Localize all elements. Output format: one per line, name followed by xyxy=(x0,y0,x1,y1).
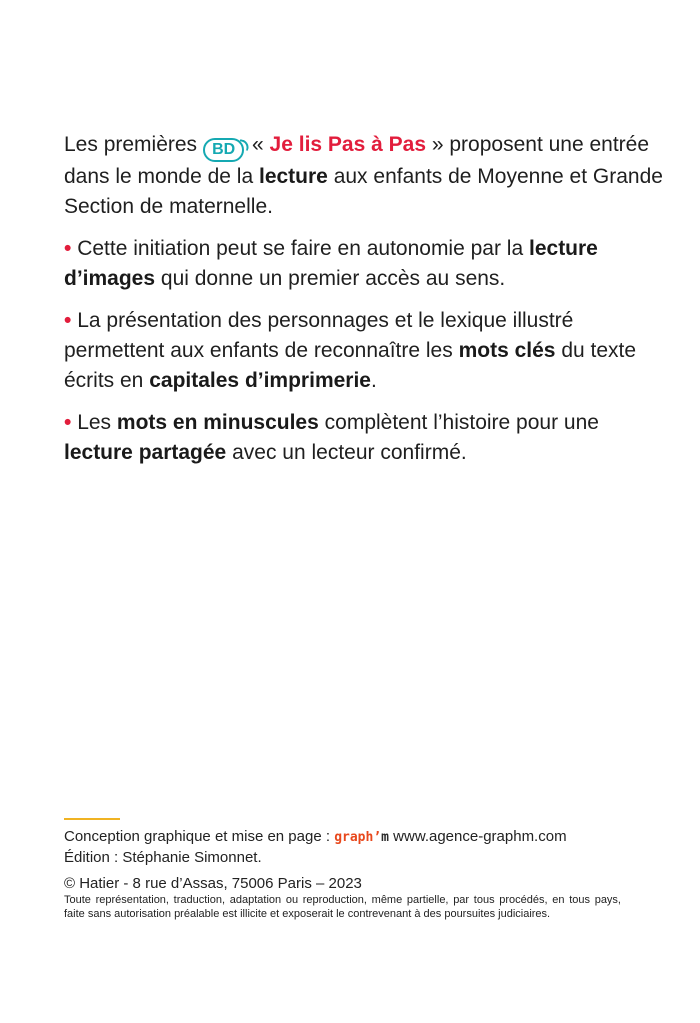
logo-text: graph’ xyxy=(334,830,382,845)
intro-paragraph xyxy=(64,130,664,222)
website-link: www.agence-graphm.com xyxy=(393,828,567,845)
legal-notice: Toute représentation, traduction, adaptation ou reproduction, même partielle, par tous procédés, en tous pays, faite sans autorisation préalable est illicite et exposerait le contrevenant à des poursuites judiciaires. xyxy=(64,894,621,920)
design-credit xyxy=(64,827,624,848)
intro-text-end: aux enfants de Moyenne et Grande Section de maternelle. xyxy=(64,165,663,218)
copyright: © Hatier - 8 rue d’Assas, 75006 Paris – 2023 xyxy=(64,875,362,892)
bd-speech-bubble-icon: BD xyxy=(203,138,244,162)
bullet-text: Cette initiation peut se faire en autonomie par la xyxy=(77,237,524,260)
bullet-paragraph-1 xyxy=(64,234,664,294)
bullet-text: La présentation des personnages et le lexique illustré permettent aux enfants de reconnaître les xyxy=(64,309,574,362)
intro-text-start: Les premières xyxy=(64,133,198,156)
bullet-dot-icon: • xyxy=(64,411,72,434)
bullet-text: avec un lecteur confirmé. xyxy=(232,441,467,464)
intro-text-middle: » proposent une entrée dans le monde de la xyxy=(64,133,650,188)
series-name: Je lis Pas à Pas xyxy=(269,133,427,156)
bullet-paragraph-3 xyxy=(64,408,664,468)
edition-credit: Édition : Stéphanie Simonnet. xyxy=(64,849,262,866)
bullet-paragraph-2 xyxy=(64,306,664,396)
bullet-keyword: lecture partagée xyxy=(64,441,227,464)
yellow-divider xyxy=(64,818,120,820)
design-label: Conception graphique et mise en page : xyxy=(64,828,331,845)
keyword-lecture: lecture xyxy=(258,165,328,188)
bullet-dot-icon: • xyxy=(64,309,72,332)
intro-text xyxy=(64,130,664,480)
bullet-text: Les xyxy=(77,411,112,434)
logo-m: m xyxy=(381,830,389,845)
bullet-text: complètent l’histoire pour une xyxy=(324,411,599,434)
graphm-logo xyxy=(334,830,389,845)
bullet-dot-icon: • xyxy=(64,237,72,260)
bullet-text: . xyxy=(370,369,377,392)
bullet-keyword: capitales d’imprimerie xyxy=(149,369,371,392)
bullet-keyword: mots en minuscules xyxy=(116,411,319,434)
quote-open: « xyxy=(252,133,264,156)
bullet-text: qui donne un premier accès au sens. xyxy=(160,267,506,290)
bullet-keyword: mots clés xyxy=(458,339,556,362)
bullet-text: du texte écrits en xyxy=(64,339,637,392)
bullet-keyword: lecture d’images xyxy=(64,237,598,290)
credits xyxy=(64,827,624,868)
